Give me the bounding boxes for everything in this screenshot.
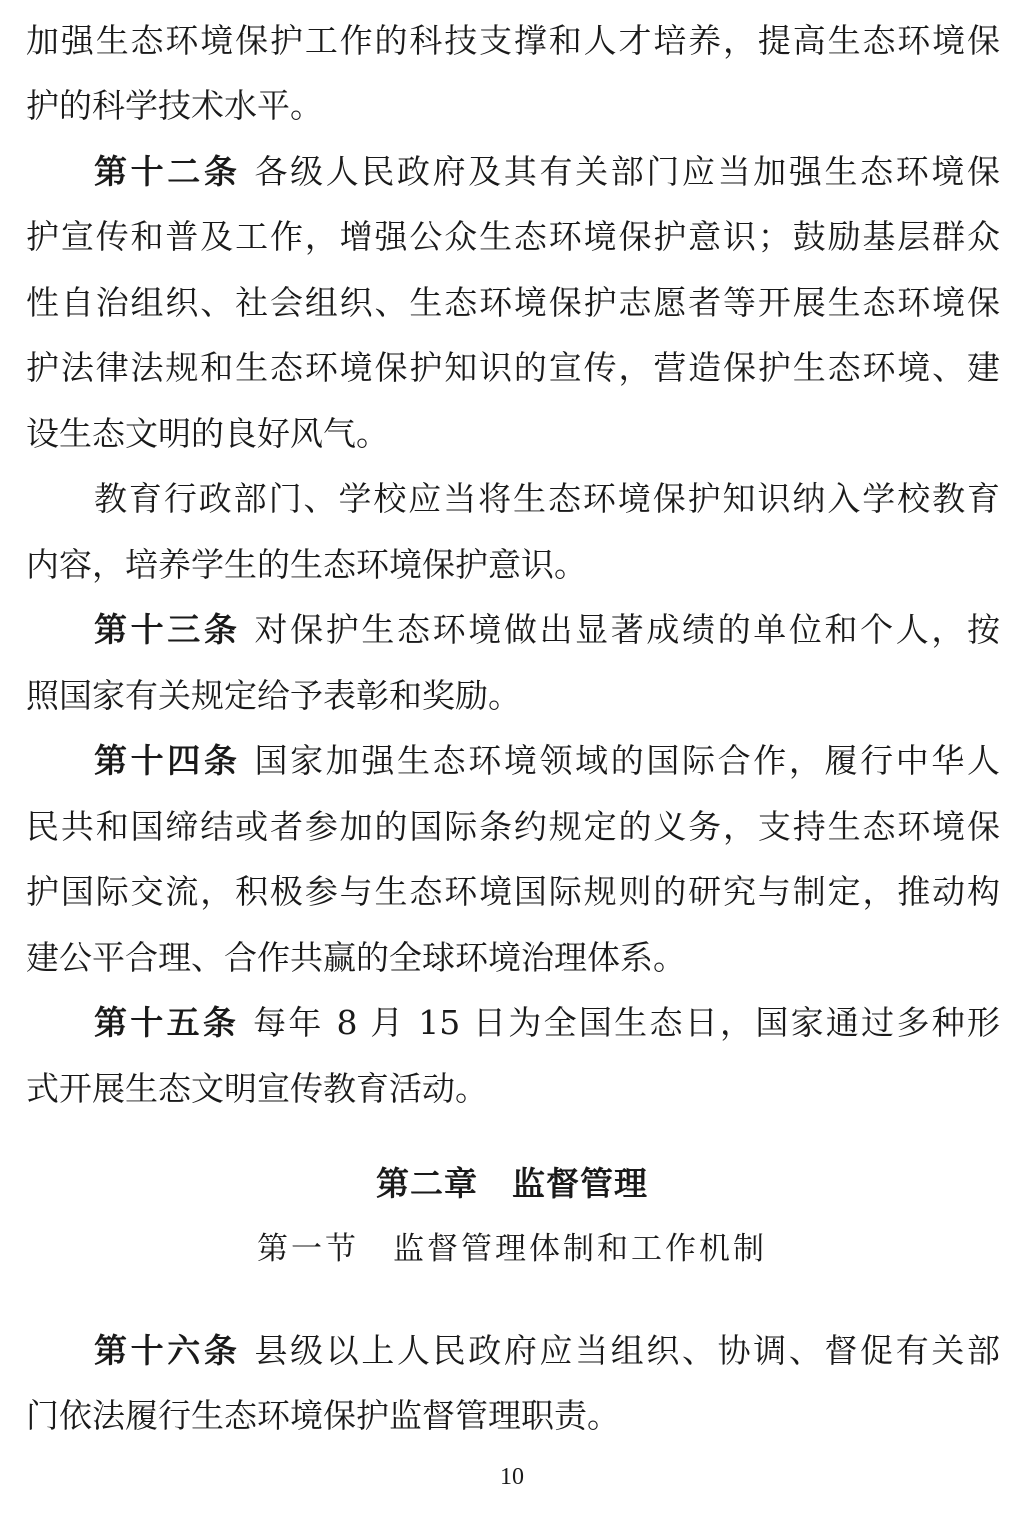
text-line: 护国际交流，积极参与生态环境国际规则的研究与制定，推动构: [26, 872, 1000, 911]
text-line: 内容，培养学生的生态环境保护意识。: [26, 545, 587, 584]
text-line: 民共和国缔结或者参加的国际条约规定的义务，支持生态环境保: [26, 807, 1000, 846]
chapter-heading: 第二章 监督管理: [376, 1164, 648, 1203]
article-16-first-line: [26, 1326, 1000, 1376]
text-line: 加强生态环境保护工作的科技支撑和人才培养，提高生态环境保: [26, 21, 1000, 60]
article-number: 第十三条: [94, 610, 241, 649]
text-line: 门依法履行生态环境保护监督管理职责。: [26, 1396, 620, 1435]
text-line: 护的科学技术水平。: [26, 86, 323, 125]
article-number: 第十五条: [94, 1003, 240, 1042]
text-line: 性自治组织、社会组织、生态环境保护志愿者等开展生态环境保: [26, 283, 1000, 322]
text-line: 护宣传和普及工作，增强公众生态环境保护意识；鼓励基层群众: [26, 217, 1000, 256]
article-13-first-line: [26, 605, 1000, 655]
section-heading: 第一节 监督管理体制和工作机制: [257, 1231, 767, 1267]
text-line: 式开展生态文明宣传教育活动。: [26, 1069, 488, 1108]
text-span: 各级人民政府及其有关部门应当加强生态环境保: [254, 152, 1000, 191]
text-span: 每年 8 月 15 日为全国生态日，国家通过多种形: [253, 1003, 1001, 1042]
article-number: 第十二条: [94, 152, 241, 191]
article-12-first-line: [26, 147, 1000, 197]
text-line: 设生态文明的良好风气。: [26, 414, 389, 453]
text-line: 建公平合理、合作共赢的全球环境治理体系。: [26, 938, 686, 977]
article-15-first-line: [26, 998, 1000, 1048]
text-span: 县级以上人民政府应当组织、协调、督促有关部: [254, 1331, 1000, 1370]
page-number: 10: [500, 1464, 524, 1490]
text-span: 国家加强生态环境领域的国际合作，履行中华人: [254, 741, 1000, 780]
text-line: 护法律法规和生态环境保护知识的宣传，营造保护生态环境、建: [26, 348, 1000, 387]
text-span: 对保护生态环境做出显著成绩的单位和个人，按: [254, 610, 1000, 649]
text-line: 照国家有关规定给予表彰和奖励。: [26, 676, 521, 715]
text-line: 教育行政部门、学校应当将生态环境保护知识纳入学校教育: [94, 479, 1000, 518]
article-number: 第十六条: [94, 1331, 241, 1370]
article-number: 第十四条: [94, 741, 241, 780]
article-14-first-line: [26, 736, 1000, 786]
